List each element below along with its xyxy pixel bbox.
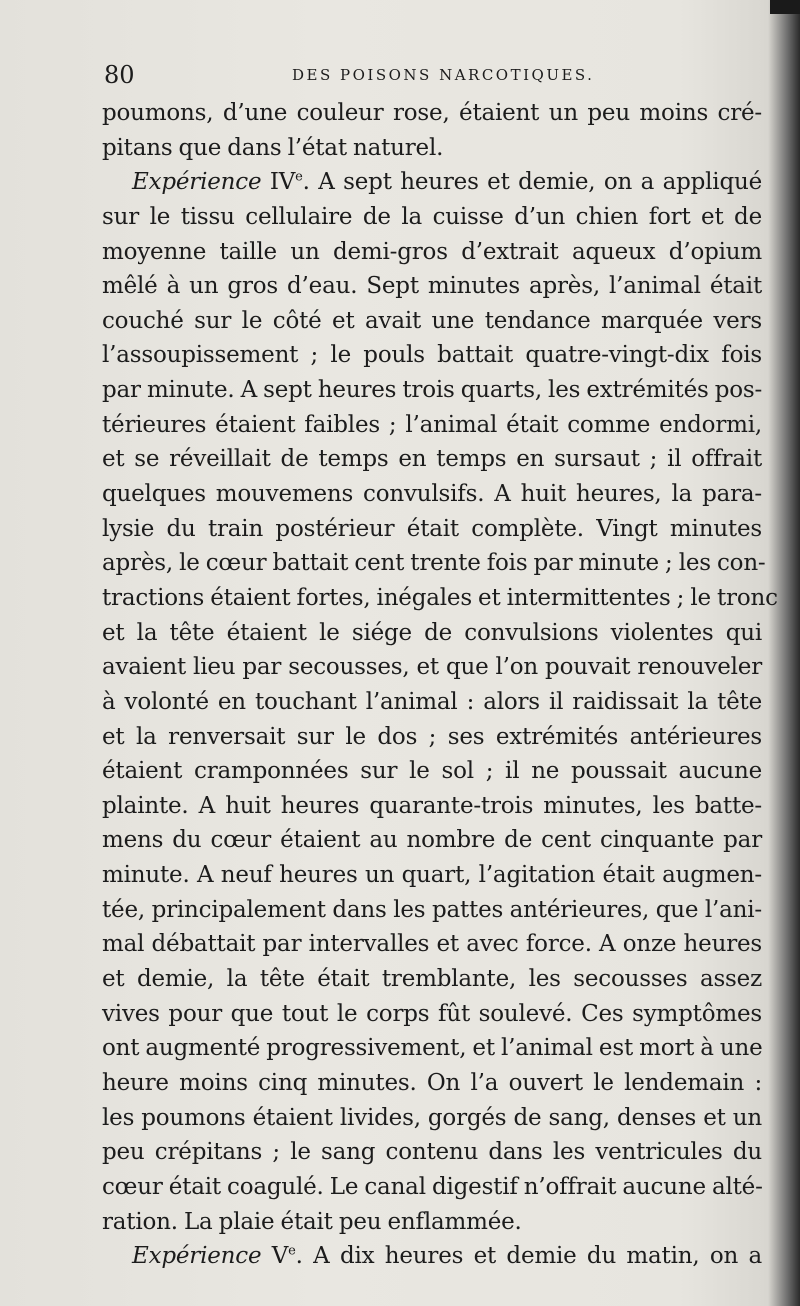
line-text: plainte. A huit heures quarante-trois minutes, les batte- [102,792,762,819]
text-line [102,477,762,512]
text-line [102,720,762,755]
line-text: par minute. A sept heures trois quarts, les extrémités pos- [102,377,763,404]
line-text: . A dix heures et demie du matin, on a [295,1243,762,1270]
text-line [102,997,762,1032]
line-text: les poumons étaient livides, gorgés de sang, denses et un [102,1104,762,1131]
line-text: poumons, d’une couleur rose, étaient un peu moins cré- [102,100,762,126]
text-line [102,1101,762,1136]
text-line [102,408,762,443]
text-line [102,200,762,235]
line-text: ont augmenté progressivement, et l’animal est mort à une [102,1035,763,1062]
line-text: et la renversait sur le dos ; ses extrémités antérieures [102,723,762,750]
text-line [102,165,762,200]
line-text: pitans que dans l’état naturel. [102,134,444,161]
text-line [102,1135,762,1170]
text-line [102,96,762,131]
line-text: tractions étaient fortes, inégales et intermittentes ; le tronc [102,584,778,611]
line-text: couché sur le côté et avait une tendance marquée vers [102,307,762,334]
line-text: étaient cramponnées sur le sol ; il ne poussait aucune [102,758,762,785]
text-line [102,858,762,893]
text-line [102,546,766,581]
line-text: sur le tissu cellulaire de la cuisse d’un chien fort et de [102,203,762,230]
line-text: lysie du train postérieur était complète. Vingt minutes [102,515,762,542]
scan-edge-shadow [770,0,800,14]
experiment-number: V [261,1243,289,1270]
line-text: après, le cœur battait cent trente fois par minute ; les con- [102,550,766,577]
text-line [102,338,762,373]
line-text: ration. La plaie était peu enflammée. [102,1208,522,1235]
line-text: peu crépitans ; le sang contenu dans les ventricules du [102,1139,762,1166]
line-text: vives pour que tout le corps fût soulevé. Ces symptômes [102,1000,762,1027]
text-line [102,754,762,789]
line-text: cœur était coagulé. Le canal digestif n’offrait aucune alté- [102,1173,763,1200]
line-text: et demie, la tête était tremblante, les secousses assez [102,966,762,993]
text-line [102,373,762,408]
experiment-number: IV [261,169,296,196]
text-line [102,512,762,547]
line-text: et se réveillait de temps en temps en sursaut ; il offrait [102,446,762,473]
page-header [104,58,766,92]
text-line [102,304,762,339]
experiment-label: Expérience [132,169,262,196]
text-line [102,1031,762,1066]
line-text: heure moins cinq minutes. On l’a ouvert le lendemain : [102,1069,762,1096]
experiment-label: Expérience [132,1243,262,1270]
text-line [102,685,762,720]
text-line [102,789,762,824]
text-line [102,442,762,477]
line-text: térieures étaient faibles ; l’animal était comme endormi, [102,411,762,438]
text-line [102,235,762,270]
ordinal-superscript: e [295,169,303,185]
line-text: mens du cœur étaient au nombre de cent cinquante par [102,827,762,854]
text-line [102,1066,762,1101]
page-number: 80 [104,61,135,89]
text-line [102,823,762,858]
text-line [102,650,762,685]
line-text: . A sept heures et demie, on a appliqué [302,169,762,196]
text-line [102,131,762,166]
text-line [102,927,762,962]
line-text: à volonté en touchant l’animal : alors il raidissait la tête [102,688,762,715]
line-text: mêlé à un gros d’eau. Sept minutes après, l’animal était [102,273,762,300]
line-text: moyenne taille un demi-gros d’extrait aqueux d’opium [102,238,762,265]
line-text: et la tête étaient le siége de convulsions violentes qui [102,619,762,646]
body-text [102,96,778,1274]
text-line [102,269,762,304]
line-text: avaient lieu par secousses, et que l’on pouvait renouveler [102,654,762,681]
text-line [102,581,778,616]
line-text: minute. A neuf heures un quart, l’agitation était augmen- [102,862,762,889]
line-text: mal débattait par intervalles et avec force. A onze heures [102,931,762,958]
text-line [102,1170,762,1205]
running-head: DES POISONS NARCOTIQUES. [292,66,595,84]
line-text: l’assoupissement ; le pouls battait quatre-vingt-dix fois [102,342,762,369]
line-text: quelques mouvemens convulsifs. A huit heures, la para- [102,481,762,508]
text-line [102,1205,762,1240]
line-text: tée, principalement dans les pattes antérieures, que l’ani- [102,896,762,923]
ordinal-superscript: e [288,1243,296,1259]
text-line [102,893,762,928]
text-line [102,962,762,997]
text-line [102,1239,762,1274]
text-line [102,616,762,651]
